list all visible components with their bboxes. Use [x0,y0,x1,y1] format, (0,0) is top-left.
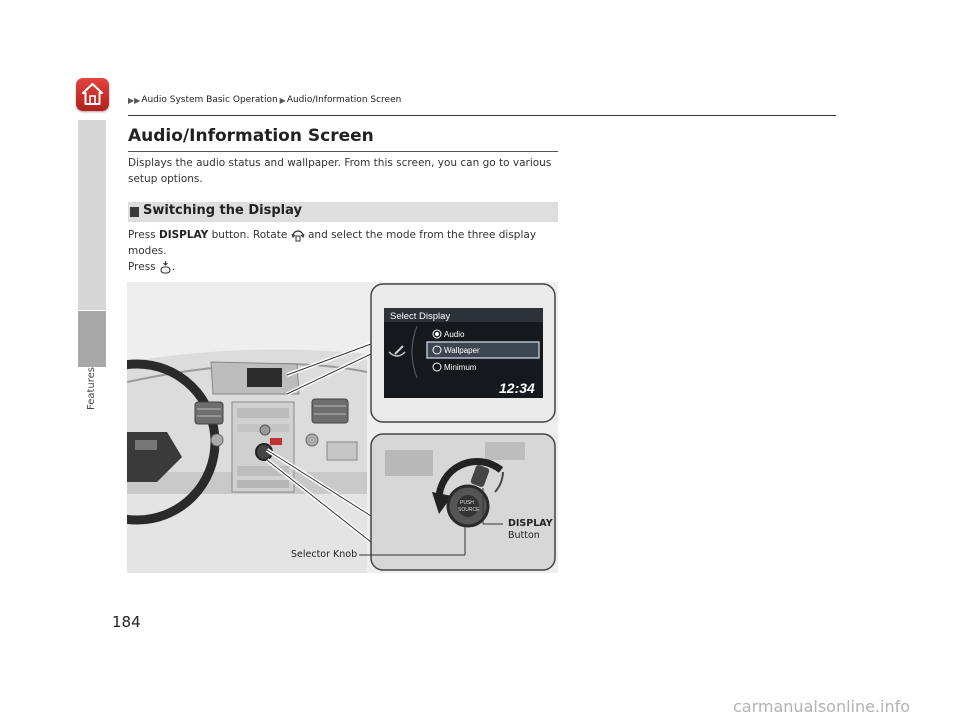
breadcrumb-arrow-icon: ▶ [279,95,286,105]
section-heading: Switching the Display [143,203,302,218]
dashboard-screen [247,368,282,387]
dashboard-figure [127,282,558,573]
intro-paragraph: Displays the audio status and wallpaper. From this screen, you can go to various setup options. [128,157,552,185]
title-divider [128,151,558,152]
inset-button-panel [485,442,525,460]
inset-button-panel [385,450,433,476]
glovebox-detail [327,442,357,460]
page-number: 184 [112,613,141,631]
knob-push-label: PUSH [460,500,474,506]
left-vent [195,402,223,424]
display-button-label: DISPLAY [158,229,209,241]
home-button[interactable] [76,78,109,111]
climate-knob [211,434,223,446]
breadcrumb [128,95,401,105]
callout-display-title: DISPLAY [508,518,553,529]
volume-knob [260,425,270,435]
breadcrumb-item-audio-screen[interactable]: Audio/Information Screen [286,95,402,105]
stack-button-row [237,408,289,418]
breadcrumb-arrow-icon: ▶▶ [128,95,141,105]
callout-display-subtitle: Button [508,530,540,541]
steering-buttons [135,440,157,450]
hazard-button [270,438,282,445]
instructions [128,227,558,275]
climate-knob [306,434,318,446]
knob-source-label: SOURCE [458,507,480,513]
section-tab-label: Features [86,367,97,410]
header-divider [128,115,836,116]
section-tab-background [78,120,106,310]
screen-title: Select Display [390,311,451,322]
breadcrumb-item-audio-system[interactable]: Audio System Basic Operation [141,95,278,105]
screen-clock: 12:34 [499,380,535,396]
selector-knob-center [457,495,479,517]
page-title: Audio/Information Screen [128,126,374,146]
section-square-icon [130,207,139,217]
section-tab-marker[interactable] [78,311,106,367]
press-knob-icon [159,260,172,274]
option-audio[interactable]: Audio [444,330,465,339]
instruction-step-1: Press DISPLAY button. Rotate and select the mode from the three display modes. [128,229,537,257]
stack-button-row [237,480,289,488]
lower-dash-area [127,494,367,573]
dashboard-illustration [127,282,558,573]
option-minimum[interactable]: Minimum [444,363,477,372]
home-icon [81,82,104,107]
section-heading-bar [128,202,558,222]
rotate-knob-icon [291,228,305,242]
instruction-step-2: Press . [128,261,176,273]
callout-selector-knob: Selector Knob [291,549,358,560]
watermark: carmanualsonline.info [733,697,911,716]
option-wallpaper[interactable]: Wallpaper [444,346,480,355]
radio-audio-dot [435,332,439,336]
right-vent [312,399,348,423]
